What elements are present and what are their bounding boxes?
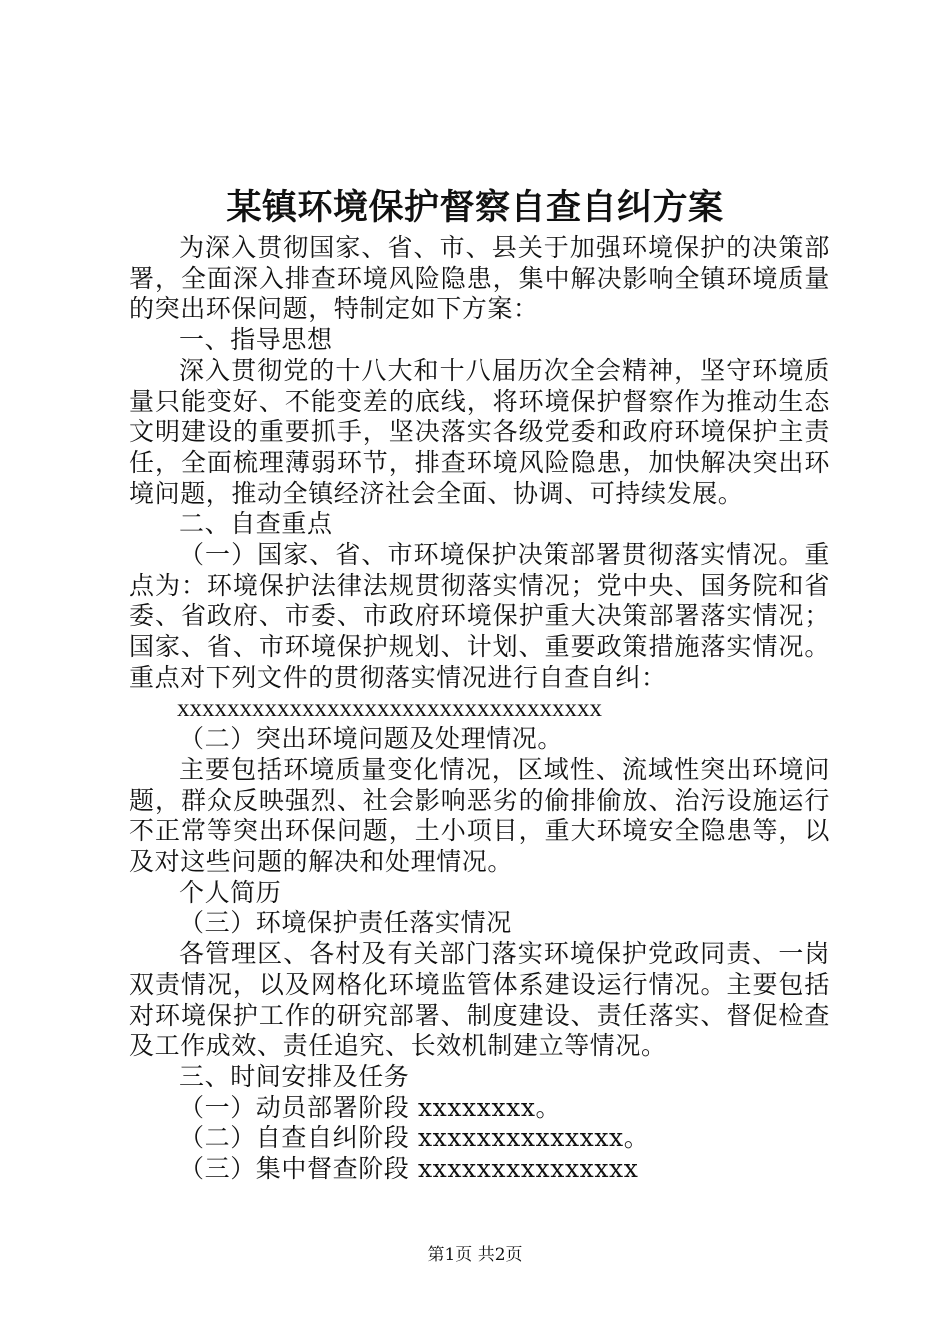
guiding-ideology-paragraph: 深入贯彻党的十八大和十八届历次全会精神，坚守环境质量只能变好、不能变差的底线，将环境保护督察作为推动生态文明建设的重要抓手，坚决落实各级党委和政府环境保护主责任，全面梳理薄弱环节，排查环境风险隐患，加快解决突出环境问题，推动全镇经济社会全面、协调、可持续发展。 <box>129 355 830 508</box>
section-heading-schedule: 三、时间安排及任务 <box>179 1061 410 1091</box>
schedule-item-2: （二）自查自纠阶段 xxxxxxxxxxxxxx。 <box>179 1123 650 1153</box>
document-body <box>129 233 830 1185</box>
page-footer: 第1页 共2页 <box>427 1245 523 1265</box>
placeholder-line: xxxxxxxxxxxxxxxxxxxxxxxxxxxxxxxxxx <box>177 694 602 722</box>
schedule-item-1: （一）动员部署阶段 xxxxxxxx。 <box>179 1092 562 1122</box>
intro-paragraph: 为深入贯彻国家、省、市、县关于加强环境保护的决策部署，全面深入排查环境风险隐患，集中解决影响全镇环境质量的突出环保问题，特制定如下方案： <box>129 233 830 324</box>
focus-item-1-paragraph: （一）国家、省、市环境保护决策部署贯彻落实情况。重点为：环境保护法律法规贯彻落实情况；党中央、国务院和省委、省政府、市委、市政府环境保护重大决策部署落实情况；国家、省、市环境保护规划、计划、重要政策措施落实情况。重点对下列文件的贯彻落实情况进行自查自纠： <box>129 540 830 692</box>
focus-item-2-paragraph: 主要包括环境质量变化情况，区域性、流域性突出环境问题，群众反映强烈、社会影响恶劣的偷排偷放、治污设施运行不正常等突出环保问题，土小项目，重大环境安全隐患等，以及对这些问题的解决和处理情况。 <box>129 754 830 877</box>
section-heading-guiding-ideology: 一、指导思想 <box>179 325 333 355</box>
focus-item-2-heading: （二）突出环境问题及处理情况。 <box>179 724 564 754</box>
schedule-item-3: （三）集中督查阶段 xxxxxxxxxxxxxxx <box>179 1154 639 1184</box>
document-title: 某镇环境保护督察自查自纠方案 <box>226 187 724 228</box>
section-heading-self-check-focus: 二、自查重点 <box>179 509 333 539</box>
personal-resume-line: 个人简历 <box>179 877 282 907</box>
focus-item-3-paragraph: 各管理区、各村及有关部门落实环境保护党政同责、一岗双责情况，以及网格化环境监管体系建设运行情况。主要包括对环境保护工作的研究部署、制度建设、责任落实、督促检查及工作成效、责任追究、长效机制建立等情况。 <box>129 939 830 1061</box>
focus-item-3-heading: （三）环境保护责任落实情况 <box>179 908 512 938</box>
